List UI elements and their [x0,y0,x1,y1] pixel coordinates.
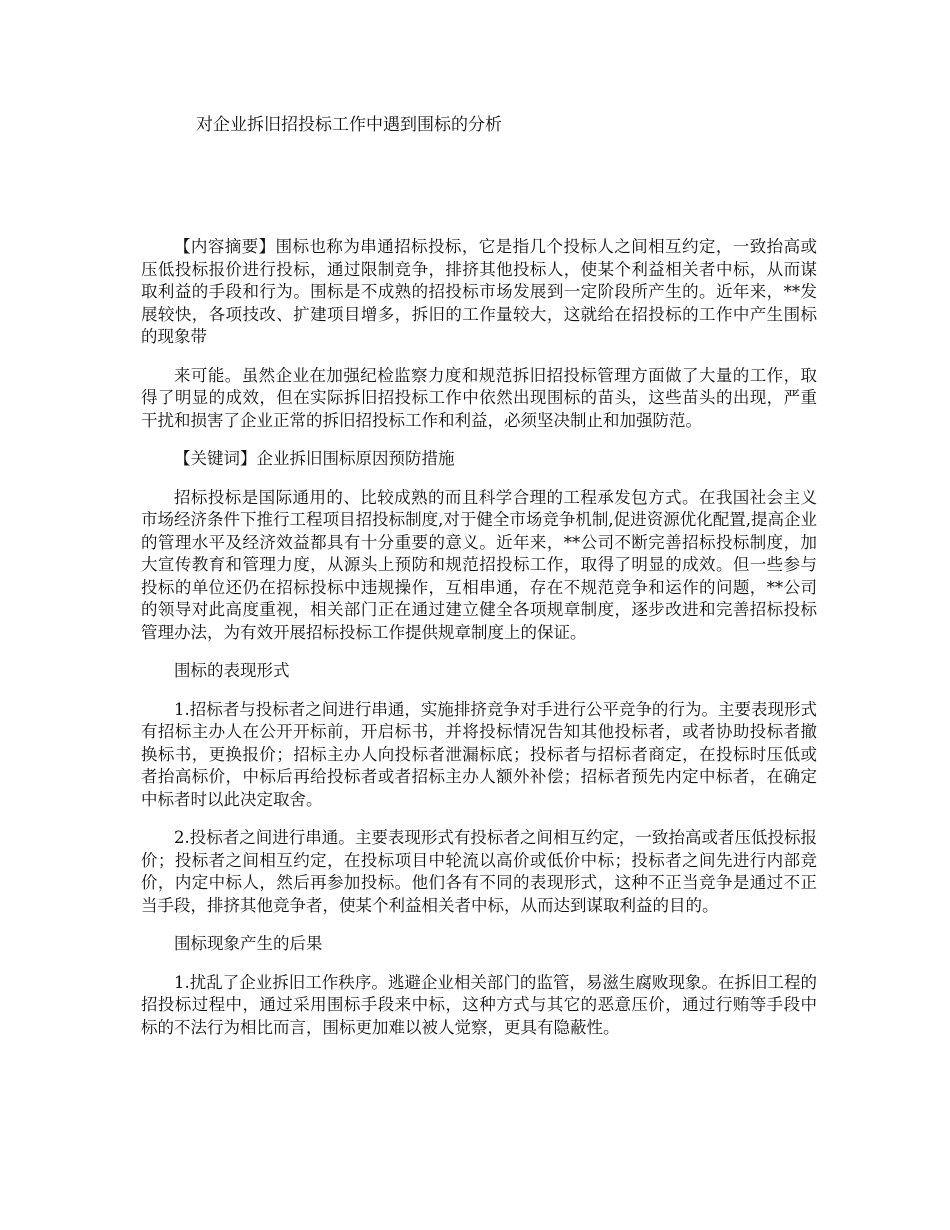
forms-item-2: 2.投标者之间进行串通。主要表现形式有投标者之间相互约定，一致抬高或者压低投标报价；投标者之间相互约定，在投标项目中轮流以高价或低价中标；投标者之间先进行内部竞价，内定中标人，然后再参加投标。他们各有不同的表现形式，这种不正当竞争是通过不正当手段，排挤其他竞争者，使某个利益相关者中标，从而达到谋取利益的目的。 [141,828,817,915]
document-title: 对企业拆旧招投标工作中遇到围标的分析 [196,115,502,135]
document-body [141,236,817,1055]
section-heading-forms: 围标的表现形式 [174,661,290,680]
abstract-paragraph-2: 来可能。虽然企业在加强纪检监察力度和规范拆旧招投标管理方面做了大量的工作，取得了明显的成效，但在实际拆旧招投标工作中依然出现围标的苗头，这些苗头的出现，严重干扰和损害了企业正常的拆旧招投标工作和利益，必须坚决制止和加强防范。 [141,365,817,430]
consequences-item-1: 1.扰乱了企业拆旧工作秩序。逃避企业相关部门的监管，易滋生腐败现象。在拆旧工程的招投标过程中，通过采用围标手段来中标，这种方式与其它的恶意压价，通过行贿等手段中标的不法行为相比而言，围标更加难以被人觉察，更具有隐蔽性。 [141,972,817,1037]
section-heading-consequences: 围标现象产生的后果 [174,934,323,953]
forms-item-1: 1.招标者与投标者之间进行串通，实施排挤竞争对手进行公平竞争的行为。主要表现形式有招标主办人在公开开标前，开启标书，并将投标情况告知其他投标者，或者协助投标者撤换标书，更换报价；招标主办人向投标者泄漏标底；投标者与招标者商定，在投标时压低或者抬高标价，中标后再给投标者或者招标主办人额外补偿；招标者预先内定中标者，在确定中标者时以此决定取舍。 [141,699,817,809]
intro-paragraph: 招标投标是国际通用的、比较成熟的而且科学合理的工程承发包方式。在我国社会主义市场经济条件下推行工程项目招投标制度,对于健全市场竞争机制,促进资源优化配置,提高企业的管理水平及经济效益都具有十分重要的意义。近年来，**公司不断完善招标投标制度，加大宣传教育和管理力度，从源头上预防和规范招投标工作，取得了明显的成效。但一些参与投标的单位还仍在招标投标中违规操作，互相串通，存在不规范竞争和运作的问题，**公司的领导对此高度重视，相关部门正在通过建立健全各项规章制度，逐步改进和完善招标投标管理办法，为有效开展招标投标工作提供规章制度上的保证。 [141,487,817,642]
keywords-line: 【关键词】企业拆旧围标原因预防措施 [174,449,455,468]
abstract-paragraph-1: 【内容摘要】围标也称为串通招标投标，它是指几个投标人之间相互约定，一致抬高或压低投标报价进行投标，通过限制竞争，排挤其他投标人，使某个利益相关者中标，从而谋取利益的手段和行为。围标是不成熟的招投标市场发展到一定阶段所产生的。近年来，**发展较快，各项技改、扩建项目增多，拆旧的工作量较大，这就给在招投标的工作中产生围标的现象带 [141,237,817,346]
